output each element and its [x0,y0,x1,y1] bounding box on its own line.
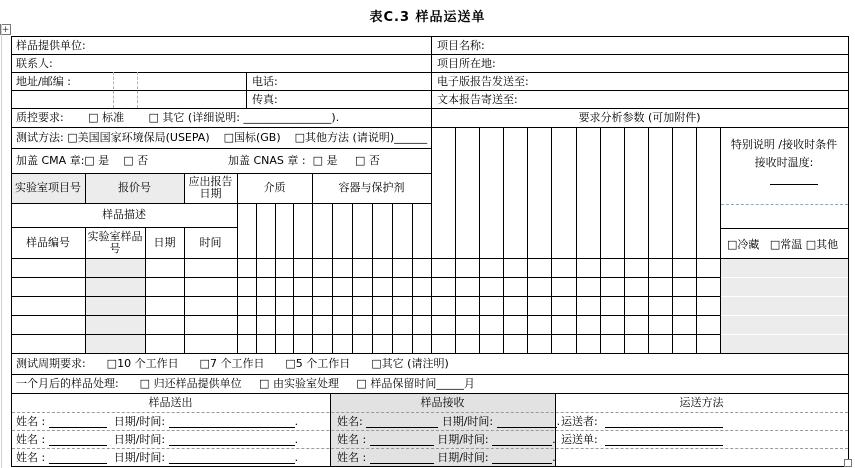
qc-requirement-row: 质控要求: □ 标准 □ 其它 (详细说明: ________________). [16,111,340,124]
receive-header: 样品接收 [420,395,465,409]
field-label-project-location: 项目所在地: [437,57,496,70]
send-row-1: 姓名 : 日期/时间: . [16,415,299,428]
table-move-handle-icon[interactable]: + [1,25,10,35]
storage-options: □冷藏 □常温 □其他 [727,238,839,251]
after-month-row: 一个月后的样品处理: □ 归还样品提供单位 □ 由实验室处理 □ 样品保留时间_____月 [16,377,475,390]
transporter-line [605,415,723,428]
datetime-line [169,433,295,446]
special-note-label: 特别说明 /接收时条件 [730,138,838,151]
datetime-line [497,415,557,428]
send-row-3: 姓名 : 日期/时间: . [16,451,299,464]
datetime-line [169,451,295,464]
name-line [49,451,107,464]
transport-doc-row: 运送单: [561,433,723,447]
test-period-row: 测试周期要求: □10 个工作日 □7 个工作日 □5 个工作日 □其它 (请注明) [16,357,449,370]
transport-header: 运送方法 [679,395,724,409]
datetime-line [169,415,295,428]
test-method-row: 测试方法: □美国国家环境保局(USEPA) □国标(GB) □其他方法 (请说明)______ [16,131,428,144]
col-header-medium: 介质 [263,181,286,194]
field-label-phone: 电话: [252,75,278,88]
field-label-project-name: 项目名称: [437,39,485,52]
name-line [49,433,107,446]
receive-row-1: 姓名: 日期/时间: . [337,415,561,428]
cma-stamp-row: 加盖 CMA 章:□ 是 □ 否 [16,154,149,167]
name-line [49,415,107,428]
col-header-lab-sample-no: 实验室样品号 [87,229,143,255]
col-header-container: 容器与保护剂 [338,181,405,194]
datetime-line [492,433,552,446]
col-header-report-due: 应出报告日期 [188,175,233,200]
field-label-ereport-to: 电子版报告发送至: [437,75,529,88]
name-line [370,451,434,464]
col-header-time: 时间 [199,235,222,249]
table-resize-handle[interactable] [844,459,852,467]
field-label-provider: 样品提供单位: [16,39,86,52]
col-header-sample-desc: 样品描述 [102,208,146,221]
receive-row-2: 姓名 : 日期/时间: . [337,433,556,446]
shaded-column-lab-sample-no [86,259,145,353]
temperature-underline [770,184,818,185]
shaded-sidebar-rows [721,259,848,353]
transport-doc-line [605,433,723,446]
col-header-date: 日期 [153,235,176,249]
datetime-line [492,451,552,464]
col-header-sample-no: 样品编号 [26,235,70,249]
receive-temp-label: 接收时温度: [754,156,814,169]
col-header-lab-project-no: 实验室项目号 [15,181,81,194]
receive-row-3: 姓名 : 日期/时间: . [337,451,556,464]
field-label-fax: 传真: [252,93,278,106]
analysis-params-header: 要求分析参数 (可加附件) [578,110,701,124]
page-edge-line [1,24,2,468]
send-row-2: 姓名 : 日期/时间: . [16,433,299,446]
field-label-address: 地址/邮编 : [16,75,71,88]
field-label-contact: 联系人: [16,57,53,70]
form-title: 表C.3 样品运送单 [369,10,486,25]
field-label-paper-report-to: 文本报告寄送至: [437,93,518,106]
cnas-stamp-row: 加盖 CNAS 章 : □ 是 □ 否 [228,154,380,167]
name-line [366,415,438,428]
name-line [370,433,434,446]
col-header-quote-no: 报价号 [118,181,151,194]
transporter-row: 运送者: [561,415,723,429]
send-header: 样品送出 [148,395,193,409]
